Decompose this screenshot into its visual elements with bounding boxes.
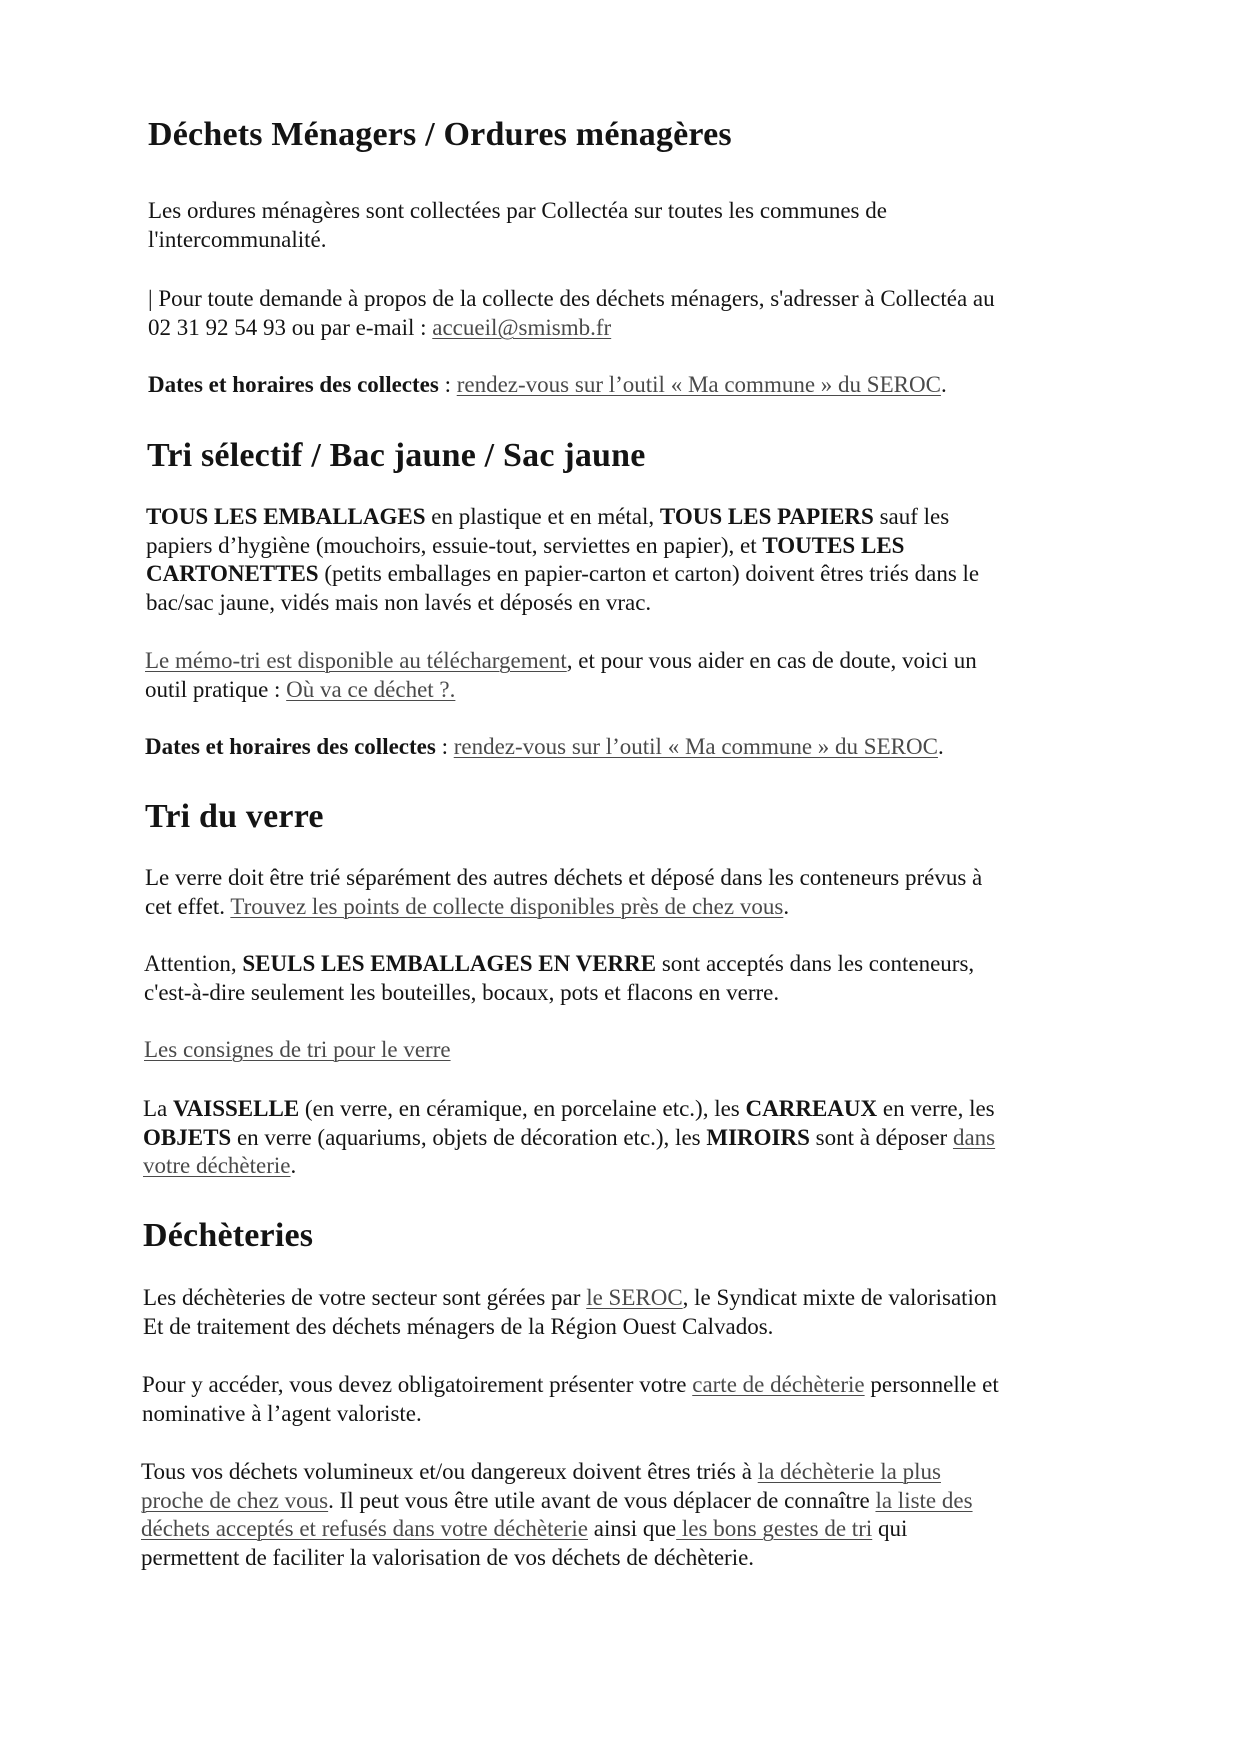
body-text: (petits emballages en papier-carton et carton) doivent êtres triés dans le xyxy=(318,561,980,587)
text-line xyxy=(146,532,979,561)
paragraph xyxy=(141,1458,973,1572)
body-text: 02 31 92 54 93 ou par e-mail : xyxy=(148,314,433,340)
text-line xyxy=(144,950,974,979)
body-text: ainsi que xyxy=(587,1516,677,1542)
hyperlink[interactable]: Les consignes de tri pour le verre xyxy=(144,1037,451,1062)
hyperlink[interactable]: dans xyxy=(952,1124,996,1150)
text-line xyxy=(141,1458,973,1487)
body-text: Et de traitement des déchets ménagers de la Région Ouest Calvados. xyxy=(143,1313,774,1339)
text-line xyxy=(145,893,982,922)
text-line xyxy=(145,676,977,705)
paragraph xyxy=(144,950,974,1007)
hyperlink[interactable]: carte de déchèterie xyxy=(692,1372,865,1397)
body-text: , et pour vous aider en cas de doute, voici un xyxy=(566,648,977,673)
paragraph xyxy=(142,1371,999,1428)
body-text: (en verre, en céramique, en porcelaine etc.), les xyxy=(299,1096,746,1121)
body-text: Les déchèteries de votre secteur sont gérées par xyxy=(143,1285,587,1310)
text-line xyxy=(146,503,979,532)
body-text: bac/sac jaune, vidés mais non lavés et déposés en vrac. xyxy=(146,589,652,615)
paragraph xyxy=(145,864,982,921)
text-line xyxy=(148,197,887,226)
text-line xyxy=(145,733,944,762)
text-line xyxy=(148,285,995,314)
body-text: outil pratique : xyxy=(145,676,287,702)
body-text: en verre (aquariums, objets de décoration etc.), les xyxy=(231,1124,707,1150)
body-text: sont à déposer xyxy=(809,1124,953,1150)
text-line xyxy=(145,864,982,893)
paragraph xyxy=(145,647,977,704)
text-line xyxy=(142,1371,999,1400)
bold-text: TOUS LES PAPIERS xyxy=(659,504,874,529)
text-line xyxy=(144,979,974,1008)
body-text: nominative à l’agent valoriste. xyxy=(142,1400,422,1426)
text-line xyxy=(148,226,887,255)
section-heading: Déchèteries xyxy=(143,1217,314,1254)
text-line xyxy=(143,1124,995,1153)
bold-text: SEULS LES EMBALLAGES EN VERRE xyxy=(242,951,657,976)
body-text: Pour y accéder, vous devez obligatoirement présenter votre xyxy=(142,1372,693,1397)
bold-text: MIROIRS xyxy=(706,1124,810,1150)
bold-text: CARTONETTES xyxy=(146,561,319,587)
text-line xyxy=(148,371,947,400)
body-text: | Pour toute demande à propos de la collecte des déchets ménagers, s'adresser à Collectéa au xyxy=(148,286,995,311)
hyperlink[interactable]: votre déchèterie xyxy=(143,1153,291,1179)
body-text: La xyxy=(143,1096,174,1121)
hyperlink[interactable]: les bons gestes de tri xyxy=(676,1516,873,1542)
body-text: . Il peut vous être utile avant de vous déplacer de connaître xyxy=(328,1487,876,1513)
hyperlink[interactable]: accueil@smismb.fr xyxy=(432,314,612,340)
paragraph xyxy=(145,733,944,762)
hyperlink[interactable]: rendez-vous sur l’outil « Ma commune » du SEROC xyxy=(456,372,941,397)
body-text: . xyxy=(783,893,790,919)
body-text: . xyxy=(937,734,944,759)
bold-text: TOUS LES EMBALLAGES xyxy=(146,504,426,529)
body-text: Les ordures ménagères sont collectées par Collectéa sur toutes les communes de xyxy=(148,198,887,223)
body-text: . xyxy=(940,372,947,397)
body-text: Tous vos déchets volumineux et/ou dangereux doivent êtres triés à xyxy=(141,1459,758,1484)
body-text: : xyxy=(435,734,454,759)
text-line xyxy=(145,647,977,676)
hyperlink[interactable]: Trouvez les points de collecte disponibles près de chez vous xyxy=(230,893,784,919)
section-heading: Tri du verre xyxy=(145,798,324,835)
paragraph xyxy=(148,371,947,400)
body-text: , le Syndicat mixte de valorisation xyxy=(682,1285,997,1310)
bold-text: TOUTES LES xyxy=(762,532,905,558)
hyperlink[interactable]: la déchèterie la plus xyxy=(757,1459,941,1484)
hyperlink[interactable]: déchets acceptés et refusés dans votre déchèterie xyxy=(141,1516,588,1542)
body-text: Le verre doit être trié séparément des autres déchets et déposé dans les conteneurs prévus à xyxy=(145,865,983,890)
hyperlink[interactable]: Où va ce déchet ?. xyxy=(286,676,456,702)
paragraph xyxy=(146,503,979,617)
body-text: c'est-à-dire seulement les bouteilles, bocaux, pots et flacons en verre. xyxy=(144,979,780,1005)
hyperlink[interactable]: Le mémo-tri est disponible au téléchargement xyxy=(145,648,567,673)
body-text: sauf les xyxy=(873,504,950,529)
bold-text: VAISSELLE xyxy=(173,1096,300,1121)
body-text: qui xyxy=(872,1516,908,1542)
hyperlink[interactable]: le SEROC xyxy=(586,1285,683,1310)
body-text: sont acceptés dans les conteneurs, xyxy=(656,951,975,976)
body-text: papiers d’hygiène (mouchoirs, essuie-tout, serviettes en papier), et xyxy=(146,532,763,558)
hyperlink[interactable]: proche de chez vous xyxy=(141,1487,329,1513)
text-line xyxy=(146,589,979,618)
text-line xyxy=(142,1400,999,1429)
paragraph xyxy=(143,1095,995,1181)
text-line xyxy=(143,1284,997,1313)
body-text: Attention, xyxy=(144,951,243,976)
body-text: : xyxy=(438,372,457,397)
hyperlink[interactable]: rendez-vous sur l’outil « Ma commune » du SEROC xyxy=(453,734,938,759)
text-line xyxy=(148,314,995,343)
text-line xyxy=(143,1095,995,1124)
text-line xyxy=(146,560,979,589)
body-text: personnelle et xyxy=(864,1372,999,1397)
section-heading: Tri sélectif / Bac jaune / Sac jaune xyxy=(147,437,646,474)
body-text: permettent de faciliter la valorisation de vos déchets de déchèterie. xyxy=(141,1544,755,1570)
paragraph xyxy=(148,285,995,342)
bold-text: CARREAUX xyxy=(745,1096,878,1121)
paragraph xyxy=(143,1284,997,1341)
text-line xyxy=(141,1487,973,1516)
text-line xyxy=(141,1544,973,1573)
bold-text: Dates et horaires des collectes xyxy=(145,734,436,759)
text-line xyxy=(143,1313,997,1342)
text-line xyxy=(144,1036,451,1065)
text-line xyxy=(143,1152,995,1181)
paragraph xyxy=(144,1036,451,1065)
body-text: l'intercommunalité. xyxy=(148,226,327,252)
bold-text: OBJETS xyxy=(143,1124,232,1150)
body-text: en verre, les xyxy=(877,1096,995,1121)
hyperlink[interactable]: la liste des xyxy=(875,1487,973,1513)
body-text: cet effet. xyxy=(145,893,231,919)
text-line xyxy=(141,1515,973,1544)
section-heading: Déchets Ménagers / Ordures ménagères xyxy=(148,116,732,153)
bold-text: Dates et horaires des collectes xyxy=(148,372,439,397)
body-text: . xyxy=(290,1153,297,1179)
paragraph xyxy=(148,197,887,254)
body-text: en plastique et en métal, xyxy=(425,504,660,529)
